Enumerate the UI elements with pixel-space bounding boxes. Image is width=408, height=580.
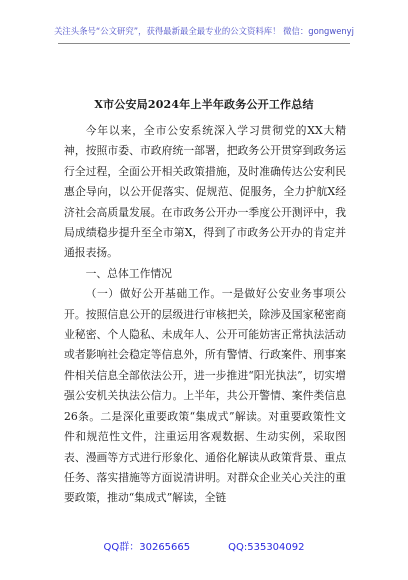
paragraph-intro: 今年以来，全市公安系统深入学习贯彻党的XX大精神，按照市委、市政府统一部署，把政务公开贯穿到政务运行全过程，全面公开相关政策措施，及时准确传达公安利民惠企导向，以公开促落实、促规范、促服务，全力护航X经济社会高质量发展。在市政务公开办一季度公开测评中，我局成绩稳步提升至全市第X，得到了市政务公开办的肯定并通报表扬。 <box>64 124 346 260</box>
footer-qq-group: QQ群：30265665 <box>103 542 191 553</box>
footer-contact <box>0 538 408 553</box>
footer-qq: QQ:535304092 <box>228 542 305 553</box>
header-promo-text: 关注头条号“公文研究”，获得最新最全最专业的公文资料库！ 微信：gongwenyj <box>54 26 354 36</box>
document-title: X市公安局2024年上半年政务公开工作总结 <box>94 98 314 111</box>
paragraph-basic-work: （一）做好公开基础工作。一是做好公安业务事项公开。按照信息公开的层级进行审核把关，除涉及国家秘密商业秘密、个人隐私、未成年人、公开可能妨害正常执法活动或者影响社会稳定等信息外，所有警情、行政案件、刑事案件相关信息全部依法公开，进一步推进“阳光执法”，切实增强公安机关执法公信力。上半年，共公开警情、案件类信息26条。二是深化重要政策“集成式”解读。对重要政策性文件和规范性文件，注重运用客观数据、生动实例，采取图表、漫画等方式进行形象化、通俗化解读从政策背景、重点任务、落实措施等方面说清讲明。对群众企业关心关注的重要政策，推动“集成式”解读，全链 <box>64 287 346 505</box>
document-body <box>64 121 346 509</box>
section-heading: 一、总体工作情况 <box>85 266 172 280</box>
header-divider <box>58 43 350 44</box>
